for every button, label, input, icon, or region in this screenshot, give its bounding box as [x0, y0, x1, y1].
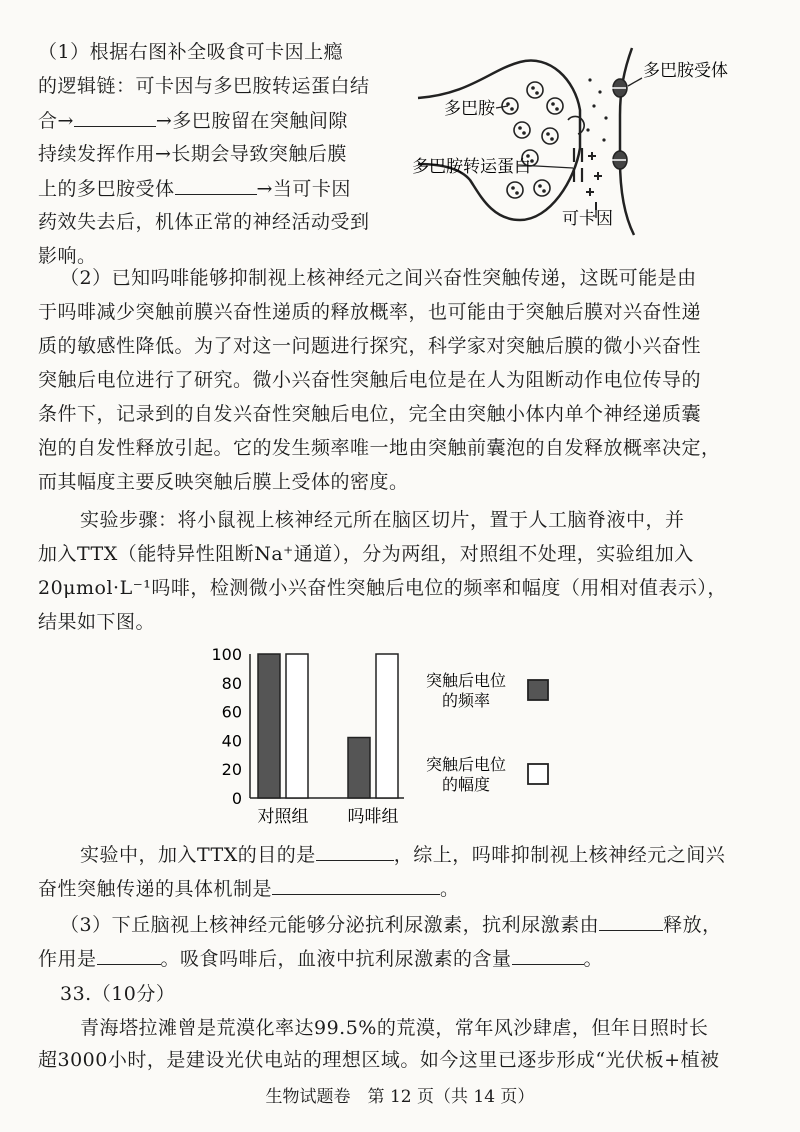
- q2-after-1a: 实验中，加入TTX的目的是: [80, 844, 316, 866]
- q2-after-line-2: [38, 872, 460, 906]
- answer-blank-6[interactable]: [97, 942, 161, 965]
- q1-line-3-end: →多巴胺留在突触间隙: [155, 110, 348, 132]
- q1-line-7: 影响。: [38, 245, 97, 267]
- q1-line-4: 持续发挥作用→长期会导致突触后膜: [38, 143, 347, 165]
- q1-line-5-end: →当可卡因: [256, 178, 351, 200]
- answer-blank-1[interactable]: [74, 104, 156, 127]
- y-tick-label: 20: [221, 760, 242, 780]
- q2-para-line-2: 于吗啡减少突触前膜兴奋性递质的释放概率，也可能由于突触后膜对兴奋性递: [38, 301, 702, 323]
- answer-blank-5[interactable]: [599, 908, 663, 931]
- postsynaptic-membrane: [620, 48, 634, 235]
- q3-line-2: [38, 942, 603, 976]
- legend-swatch: [528, 764, 548, 784]
- q1-line-5-start: 上的多巴胺受体: [38, 178, 175, 200]
- q2-after-line-1: [80, 838, 725, 872]
- q2-para-line-5: 条件下，记录到的自发兴奋性突触后电位，完全由突触小体内单个神经递质囊: [38, 403, 702, 425]
- label-dopamine: 多巴胺: [444, 99, 495, 119]
- q2-steps-line-2: 加入TTX（能特异性阻断Na⁺通道），分为两组，对照组不处理，实验组加入: [38, 543, 694, 565]
- q33-line-1: 青海塔拉滩曾是荒漠化率达99.5%的荒漠，常年风沙肆虐，但年日照时长: [80, 1017, 709, 1039]
- q1-line-3-start: 合→: [38, 110, 74, 132]
- dopamine-molecule-icons: [506, 78, 607, 194]
- q1-line-3: [38, 104, 348, 138]
- synapse-diagram: [410, 40, 765, 240]
- legend-label: 的频率: [442, 691, 491, 710]
- legend-label: 突触后电位: [426, 755, 507, 774]
- q2-para-line-7: 而其幅度主要反映突触后膜上受体的密度。: [38, 471, 409, 493]
- q2-steps-line-3: 20μmol·L⁻¹吗啡，检测微小兴奋性突触后电位的频率和幅度（用相对值表示），: [38, 577, 727, 599]
- presynaptic-membrane: [418, 61, 580, 220]
- answer-blank-4[interactable]: [272, 872, 440, 895]
- legend: [426, 671, 548, 794]
- q2-after-2b: 。: [440, 878, 460, 900]
- legend-label: 的幅度: [442, 775, 491, 794]
- q2-para-line-4: 突触后电位进行了研究。微小兴奋性突触后电位是在人为阻断动作电位传导的: [38, 369, 702, 391]
- receptor-icons: [610, 79, 627, 169]
- release-vesicle-icon: [568, 116, 584, 134]
- bar-frequency: [348, 738, 370, 798]
- q2-para-line-3: 质的敏感性降低。为了对这一问题进行探究，科学家对突触后膜的微小兴奋性: [38, 335, 702, 357]
- answer-blank-2[interactable]: [175, 172, 257, 195]
- q2-steps-line-1: 实验步骤：将小鼠视上核神经元所在脑区切片，置于人工脑脊液中，并: [80, 509, 685, 531]
- q2-after-1b: ，综上，吗啡抑制视上核神经元之间兴: [393, 844, 726, 866]
- label-receptor: 多巴胺受体: [643, 61, 728, 81]
- q2-para-line-1: （2）已知吗啡能够抑制视上核神经元之间兴奋性突触传递，这既可能是由: [60, 267, 697, 289]
- y-tick-label: 100: [211, 645, 242, 664]
- x-axis-labels: [258, 807, 399, 827]
- answer-blank-3[interactable]: [316, 838, 394, 861]
- q3-1b: 释放，: [663, 914, 722, 936]
- label-transporter: 多巴胺转运蛋白: [412, 157, 531, 177]
- q3-line-1: [60, 908, 722, 942]
- q2-steps-line-4: 结果如下图。: [38, 611, 156, 633]
- bar-chart: [208, 640, 568, 835]
- q1-line-1: （1）根据右图补全吸食可卡因上瘾: [38, 41, 344, 63]
- q1-line-6: 药效失去后，机体正常的神经活动受到: [38, 211, 370, 233]
- label-cocaine: 可卡因: [562, 209, 613, 229]
- y-tick-label: 80: [221, 673, 242, 693]
- q1-line-5: [38, 172, 351, 206]
- q2-after-2a: 奋性突触传递的具体机制是: [38, 878, 273, 900]
- legend-label: 突触后电位: [426, 671, 507, 690]
- q2-para-line-6: 泡的自发性释放引起。它的发生频率唯一地由突触前囊泡的自发释放概率决定，: [38, 437, 721, 459]
- vesicle-icons: [502, 82, 563, 198]
- page-footer: 生物试题卷 第 12 页（共 14 页）: [265, 1087, 535, 1107]
- q1-line-2: 的逻辑链：可卡因与多巴胺转运蛋白结: [38, 75, 370, 97]
- q3-2c: 。: [583, 948, 604, 970]
- legend-swatch: [528, 680, 548, 700]
- bar-amplitude: [286, 654, 308, 798]
- y-tick-label: 60: [221, 702, 242, 722]
- y-tick-label: 0: [231, 789, 242, 808]
- bar-frequency: [258, 654, 280, 798]
- y-axis-ticks: [211, 645, 242, 808]
- answer-blank-7[interactable]: [512, 942, 584, 965]
- q33-heading: 33.（10分）: [60, 983, 176, 1005]
- cocaine-icons: [586, 152, 602, 210]
- q33-line-2: 超3000小时，是建设光伏电站的理想区域。如今这里已逐步形成“光伏板+植被: [38, 1049, 720, 1071]
- q3-1a: （3）下丘脑视上核神经元能够分泌抗利尿激素，抗利尿激素由: [60, 914, 600, 936]
- q3-2b: 。吸食吗啡后，血液中抗利尿激素的含量: [160, 948, 512, 970]
- x-tick-label: 对照组: [257, 807, 309, 827]
- x-tick-label: 吗啡组: [347, 807, 399, 827]
- y-tick-label: 40: [221, 731, 242, 751]
- bar-amplitude: [376, 654, 398, 798]
- bars: [258, 654, 398, 798]
- q3-2a: 作用是: [38, 948, 97, 970]
